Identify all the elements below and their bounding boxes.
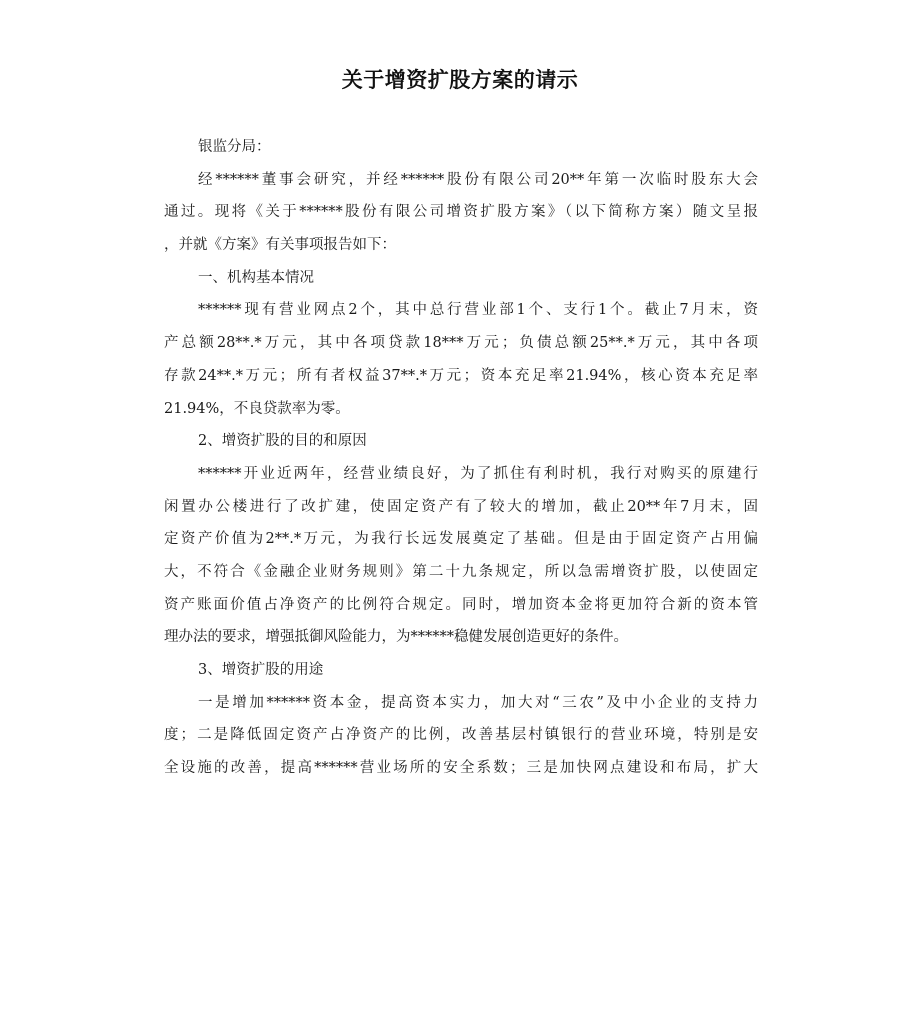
paragraph-line: ，并就《方案》有关事项报告如下： — [164, 237, 396, 254]
addressee-line: 银监分局： — [198, 139, 271, 155]
document-body — [164, 131, 758, 785]
paragraph-line: 全设施的改善，提高******营业场所的安全系数；三是加快网点建设和布局，扩大 — [164, 760, 758, 777]
paragraph-line: 通过。现将《关于******股份有限公司增资扩股方案》（以下简称方案）随文呈报 — [164, 204, 758, 221]
section-heading: 2、增资扩股的目的和原因 — [198, 433, 367, 450]
paragraph-line: ******开业近两年，经营业绩良好，为了抓住有利时机，我行对购买的原建行 — [198, 465, 758, 482]
document-title: 关于增资扩股方案的请示 — [341, 68, 579, 92]
paragraph-line: 度；二是降低固定资产占净资产的比例，改善基层村镇银行的营业环境，特别是安 — [164, 727, 758, 744]
paragraph-line: ******现有营业网点2个，其中总行营业部1个、支行1个。截止7月末，资 — [198, 302, 758, 319]
paragraph-line: 存款24**.*万元；所有者权益37**.*万元；资本充足率21.94%，核心资本充足率 — [164, 367, 758, 384]
paragraph-line: 定资产价值为2**.*万元，为我行长远发展奠定了基础。但是由于固定资产占用偏 — [164, 531, 758, 548]
paragraph-line: 大，不符合《金融企业财务规则》第二十九条规定，所以急需增资扩股，以使固定 — [164, 563, 758, 580]
paragraph-line: 闲置办公楼进行了改扩建，使固定资产有了较大的增加，截止20**年7月末，固 — [164, 498, 758, 515]
paragraph-line: 产总额28**.*万元，其中各项贷款18***万元；负债总额25**.*万元，其中各项 — [164, 335, 758, 352]
paragraph-line: 资产账面价值占净资产的比例符合规定。同时，增加资本金将更加符合新的资本管 — [164, 596, 758, 613]
paragraph-line: 理办法的要求，增强抵御风险能力，为******稳健发展创造更好的条件。 — [164, 629, 628, 646]
paragraph-line: 一是增加******资本金，提高资本实力，加大对“三农”及中小企业的支持力 — [198, 694, 758, 711]
paragraph-line: 经******董事会研究，并经******股份有限公司20**年第一次临时股东大会 — [198, 171, 758, 188]
section-heading: 一、机构基本情况 — [198, 269, 314, 286]
section-heading: 3、增资扩股的用途 — [198, 662, 324, 678]
paragraph-line: 21.94%，不良贷款率为零。 — [164, 400, 350, 417]
